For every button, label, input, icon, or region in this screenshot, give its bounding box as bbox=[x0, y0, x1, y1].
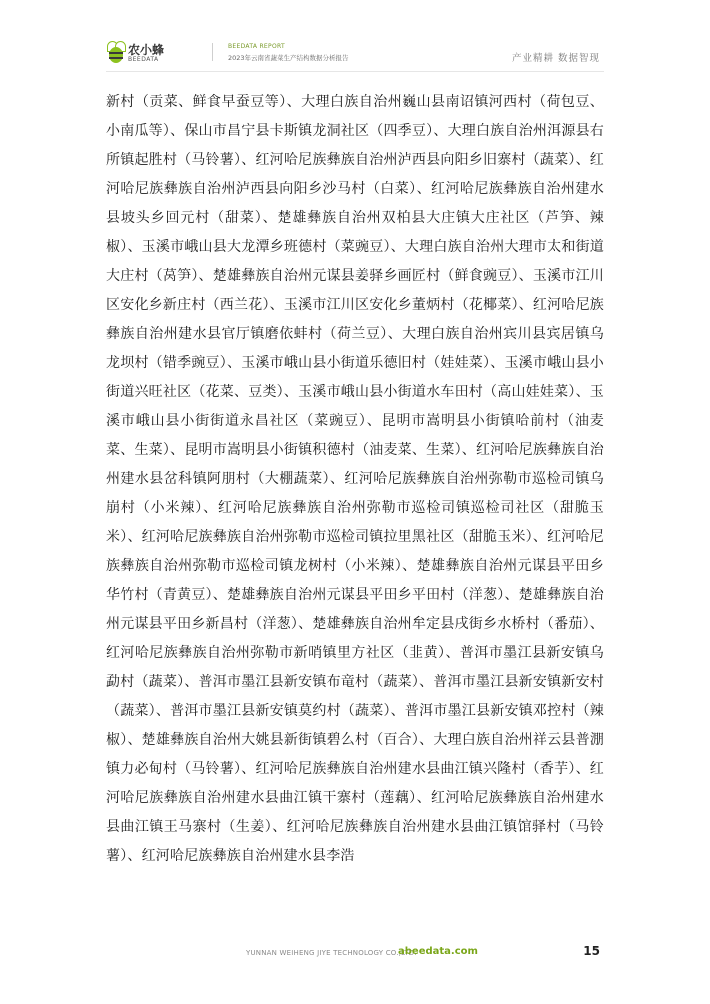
logo-chinese-name: 农小蜂 bbox=[128, 43, 165, 57]
header-tagline: 产业精耕 数据智现 bbox=[511, 53, 600, 64]
body-paragraph: 新村（贡菜、鲜食早蚕豆等）、大理白族自治州巍山县南诏镇河西村（荷包豆、小南瓜等）、保山市昌宁县卡斯镇龙洞社区（四季豆）、大理白族自治州洱源县右所镇起胜村（马铃薯）、红河哈尼族彝族自治州泸西县向阳乡旧寨村（蔬菜）、红河哈尼族彝族自治州泸西县向阳乡沙马村（白菜）、红河哈尼族彝族自治州建水县坡头乡回元村（甜菜）、楚雄彝族自治州双柏县大庄镇大庄社区（芦笋、辣椒）、玉溪市峨山县大龙潭乡班德村（菜豌豆）、大理白族自治州大理市太和街道大庄村（莴笋）、楚雄彝族自治州元谋县姜驿乡画匠村（鲜食豌豆）、玉溪市江川区安化乡新庄村（西兰花）、玉溪市江川区安化乡董炳村（花椰菜）、红河哈尼族彝族自治州建水县官厅镇磨依蚌村（荷兰豆）、大理白族自治州宾川县宾居镇乌龙坝村（错季豌豆）、玉溪市峨山县小街道乐德旧村（娃娃菜）、玉溪市峨山县小街道兴旺社区（花菜、豆类）、玉溪市峨山县小街道水车田村（高山娃娃菜）、玉溪市峨山县小街街道永昌社区（菜豌豆）、昆明市嵩明县小街镇哈前村（油麦菜、生菜）、昆明市嵩明县小街镇积德村（油麦菜、生菜）、红河哈尼族彝族自治州建水县岔科镇阿朋村（大棚蔬菜）、红河哈尼族彝族自治州弥勒市巡检司镇乌崩村（小米辣）、红河哈尼族彝族自治州弥勒市巡检司镇巡检司社区（甜脆玉米）、红河哈尼族彝族自治州弥勒市巡检司镇拉里黑社区（甜脆玉米）、红河哈尼族彝族自治州弥勒市巡检司镇龙树村（小米辣）、楚雄彝族自治州元谋县平田乡华竹村（青黄豆）、楚雄彝族自治州元谋县平田乡平田村（洋葱）、楚雄彝族自治州元谋县平田乡新昌村（洋葱）、楚雄彝族自治州牟定县戌街乡水桥村（番茄）、红河哈尼族彝族自治州弥勒市新哨镇里方社区（韭黄）、普洱市墨江县新安镇乌勐村（蔬菜）、普洱市墨江县新安镇布竜村（蔬菜）、普洱市墨江县新安镇新安村（蔬菜）、普洱市墨江县新安镇莫约村（蔬菜）、普洱市墨江县新安镇邓控村（辣椒）、楚雄彝族自治州大姚县新街镇碧么村（百合）、大理白族自治州祥云县普淜镇力必甸村（马铃薯）、红河哈尼族彝族自治州建水县曲江镇兴隆村（香芋）、红河哈尼族彝族自治州建水县曲江镇干寨村（莲藕）、红河哈尼族彝族自治州建水县曲江镇王马寨村（生姜）、红河哈尼族彝族自治州建水县曲江镇馆驿村（马铃薯）、红河哈尼族彝族自治州建水县李浩 bbox=[106, 94, 604, 864]
brand-logo bbox=[106, 39, 186, 67]
page-number: 15 bbox=[583, 944, 600, 958]
report-label-english: BEEDATA REPORT bbox=[228, 43, 285, 50]
header-divider bbox=[212, 43, 213, 61]
logo-english-name: BEEDATA bbox=[128, 56, 159, 63]
bee-logo-icon bbox=[106, 41, 126, 63]
report-title: 2023年云南省蔬菜生产结构数据分析报告 bbox=[228, 54, 349, 62]
page-header bbox=[0, 0, 710, 72]
header-rule bbox=[106, 71, 604, 72]
footer-url-link[interactable]: abeedata.com bbox=[398, 946, 478, 957]
footer-company: YUNNAN WEIHENG JIYE TECHNOLOGY CO.,LTD. bbox=[246, 949, 417, 957]
